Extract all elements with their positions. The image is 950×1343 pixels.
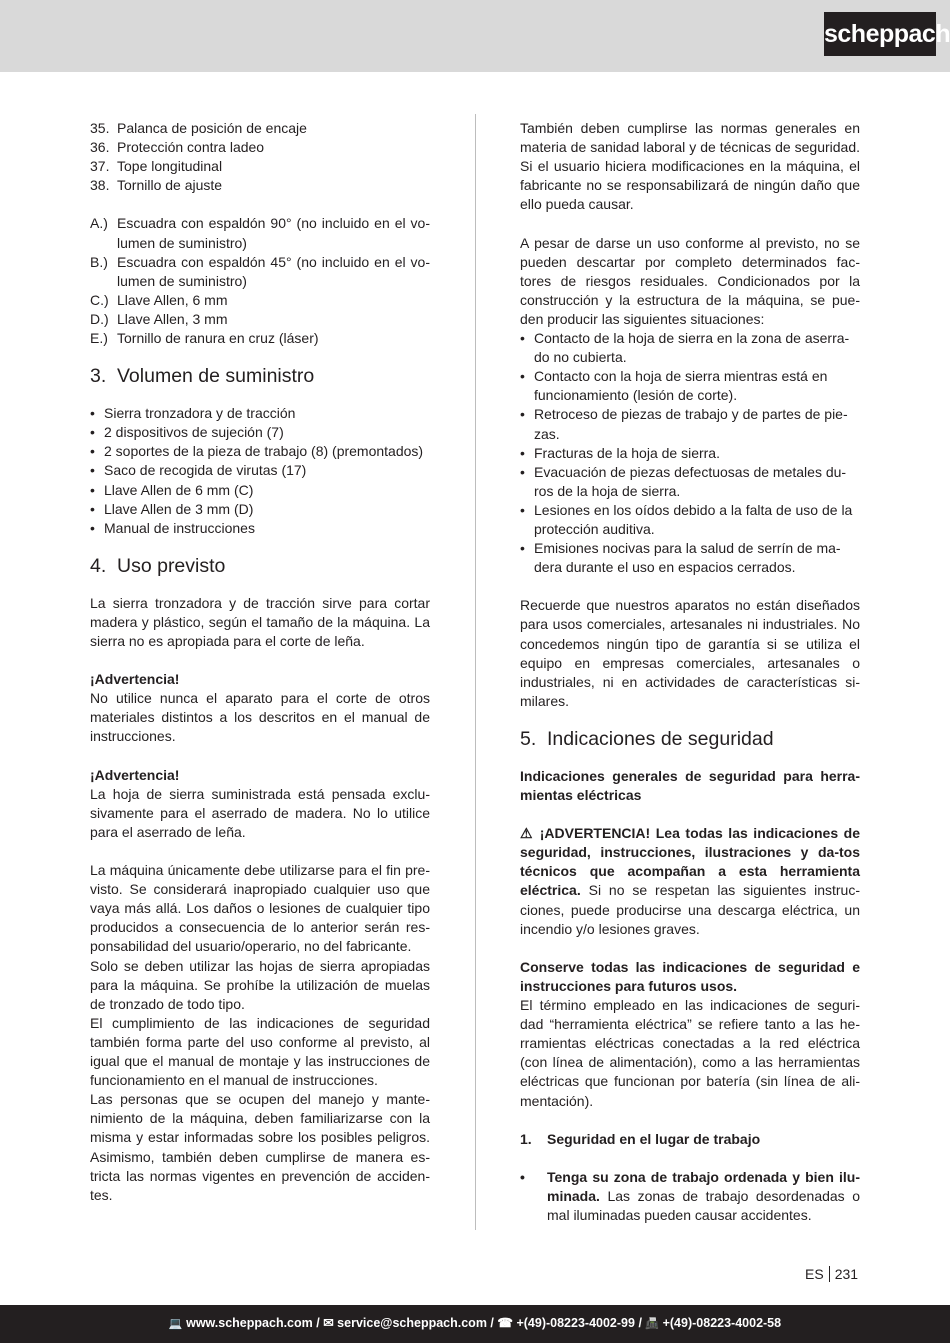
paragraph: Las personas que se ocupen del manejo y mante-nimiento de la máquina, deben familiarizarse con la misma y estar informadas sobre los posibles peligros. Asimismo, también deben cumplirse de manera es-tricta las normas vigentes en prevención de acciden-tes. <box>90 1091 430 1203</box>
warning-triangle-icon: ⚠ <box>520 825 535 842</box>
list-item: 37. Tope longitudinal <box>90 158 223 175</box>
fax-number: +(49)-08223-4002-58 <box>662 1316 782 1330</box>
supply-list <box>90 404 430 538</box>
mail-icon: ✉ <box>323 1316 334 1330</box>
paragraph: No utilice nunca el aparato para el corte de otros materiales distintos a los descritos en el manual de instrucciones. <box>90 690 430 745</box>
list-item: • Manual de instrucciones <box>90 519 430 538</box>
warning-title: ¡Advertencia! <box>90 766 180 783</box>
paragraph: La máquina únicamente debe utilizarse para el fin pre-visto. Se considerará inapropiado cualquier uso que vaya más allá. Los daños o lesiones de cualquier tipo producidos a consecuencia de lo anterior serán res-ponsabilidad del usuario/operario, no del fabricante. <box>90 862 430 955</box>
list-item: • Llave Allen de 3 mm (D) <box>90 500 430 519</box>
step-heading: 1. Seguridad en el lugar de trabajo <box>520 1130 761 1147</box>
computer-icon: 💻 <box>168 1318 183 1330</box>
footer-bar: 💻 www.scheppach.com / ✉ service@scheppach.com / ☎ +(49)-08223-4002-99 / 📠 +(49)-08223-4002-58 <box>0 1305 950 1343</box>
list-item: • Evacuación de piezas defectuosas de metales du-ros de la hoja de sierra. <box>520 463 860 501</box>
list-item: • Llave Allen de 6 mm (C) <box>90 481 430 500</box>
warning-paragraph: ⚠ ¡ADVERTENCIA! Lea todas las indicaciones de seguridad, instrucciones, ilustraciones y da-tos técnicos que acompañan a esta herramienta eléctrica. Si no se respetan las siguientes instruc-ciones, puede producirse una descarga eléctrica, un incendio y/o lesiones graves. <box>520 825 861 937</box>
list-item: 38. Tornillo de ajuste <box>90 177 223 194</box>
list-item: • Saco de recogida de virutas (17) <box>90 461 430 480</box>
list-item: C.) Llave Allen, 6 mm <box>90 291 228 308</box>
paragraph: Conserve todas las indicaciones de seguridad e instrucciones para futuros usos. <box>520 958 860 994</box>
list-item: 36. Protección contra ladeo <box>90 139 265 156</box>
list-item: • Sierra tronzadora y de tracción <box>90 404 430 423</box>
list-item: • Contacto de la hoja de sierra en la zona de aserra-do no cubierta. <box>520 329 860 367</box>
email-link[interactable]: service@scheppach.com <box>337 1316 487 1330</box>
list-item: D.) Llave Allen, 3 mm <box>90 310 228 327</box>
section-heading: 5. Indicaciones de seguridad <box>520 727 774 750</box>
list-item: • Tenga su zona de trabajo ordenada y bien ilu-minada. Las zonas de trabajo desordenadas o mal iluminadas pueden causar accidentes. <box>520 1168 861 1224</box>
paragraph: El término empleado en las indicaciones de seguri-dad “herramienta eléctrica” se refiere tanto a las he-rramientas eléctricas conectadas a la red eléctrica (con línea de alimentación), como a las herramientas eléctricas que funcionan por batería (sin línea de ali-mentación). <box>520 997 860 1109</box>
list-item: • Emisiones nocivas para la salud de serrín de ma-dera durante el uso en espacios cerrados. <box>520 539 860 577</box>
left-column <box>90 119 430 1205</box>
section-heading: 4. Uso previsto <box>90 554 226 577</box>
list-item: A.) Escuadra con espaldón 90° (no incluido en el vo-lumen de suministro) <box>90 215 430 251</box>
list-item: • Contacto con la hoja de sierra mientras está en funcionamiento (lesión de corte). <box>520 367 860 405</box>
list-item: • Fracturas de la hoja de sierra. <box>520 444 860 463</box>
list-item: B.) Escuadra con espaldón 45° (no incluido en el vo-lumen de suministro) <box>90 253 430 289</box>
website-link[interactable]: www.scheppach.com <box>186 1316 313 1330</box>
list-item: • 2 soportes de la pieza de trabajo (8) (premontados) <box>90 442 430 461</box>
subheading: Indicaciones generales de seguridad para herra-mientas eléctricas <box>520 767 860 803</box>
list-item: 35. Palanca de posición de encaje <box>90 120 307 136</box>
list-item: • Lesiones en los oídos debido a la falta de uso de la protección auditiva. <box>520 501 860 539</box>
paragraph: La sierra tronzadora y de tracción sirve para cortar madera y plástico, según el tamaño de la máquina. La sierra no es apropiada para el corte de leña. <box>90 594 430 649</box>
scheppach-logo: scheppach <box>824 12 936 56</box>
right-column <box>520 119 860 1225</box>
section-heading: 3. Volumen de suministro <box>90 365 315 388</box>
warning-title: ¡Advertencia! <box>90 671 180 688</box>
list-item: E.) Tornillo de ranura en cruz (láser) <box>90 330 319 347</box>
page-number: ES 231 <box>805 1266 859 1282</box>
paragraph: Recuerde que nuestros aparatos no están diseñados para usos comerciales, artesanales ni industriales. No concedemos ningún tipo de garantía si se utiliza el equipo en empresas comerciales, artesanales o industriales, ni en actividades de características si-milares. <box>520 597 860 709</box>
fax-icon: 📠 <box>645 1318 660 1330</box>
paragraph: El cumplimiento de las indicaciones de seguridad también forma parte del uso conforme al previsto, al igual que el manual de montaje y las instrucciones de funcionamiento en el manual de instrucciones. <box>90 1014 430 1089</box>
paragraph: A pesar de darse un uso conforme al previsto, no se pueden descartar por completo determinados fac-tores de riesgos residuales. Condicionados por la construcción y la estructura de la máquina, se pue-den producir las siguientes situaciones: <box>520 234 860 327</box>
risk-list <box>520 329 860 577</box>
header-bar <box>0 0 950 72</box>
column-divider <box>475 114 476 1230</box>
phone-icon: ☎ <box>497 1316 513 1330</box>
parts-list <box>90 119 430 195</box>
paragraph: Solo se deben utilizar las hojas de sierra apropiadas para la máquina. Se prohíbe la utilización de muelas de tronzado de todo tipo. <box>90 957 430 1012</box>
paragraph: También deben cumplirse las normas generales en materia de sanidad laboral y de técnicas de seguridad. Si el usuario hiciera modificaciones en la máquina, el fabricante no se responsabilizará de ningún daño que ello pueda causar. <box>520 120 860 213</box>
paragraph: La hoja de sierra suministrada está pensada exclu-sivamente para el aserrado de madera. No lo utilice para el aserrado de leña. <box>90 785 430 840</box>
accessories-list <box>90 214 430 348</box>
list-item: • Retroceso de piezas de trabajo y de partes de pie-zas. <box>520 405 860 443</box>
phone-number[interactable]: +(49)-08223-4002-99 <box>516 1316 635 1330</box>
list-item: • 2 dispositivos de sujeción (7) <box>90 423 430 442</box>
